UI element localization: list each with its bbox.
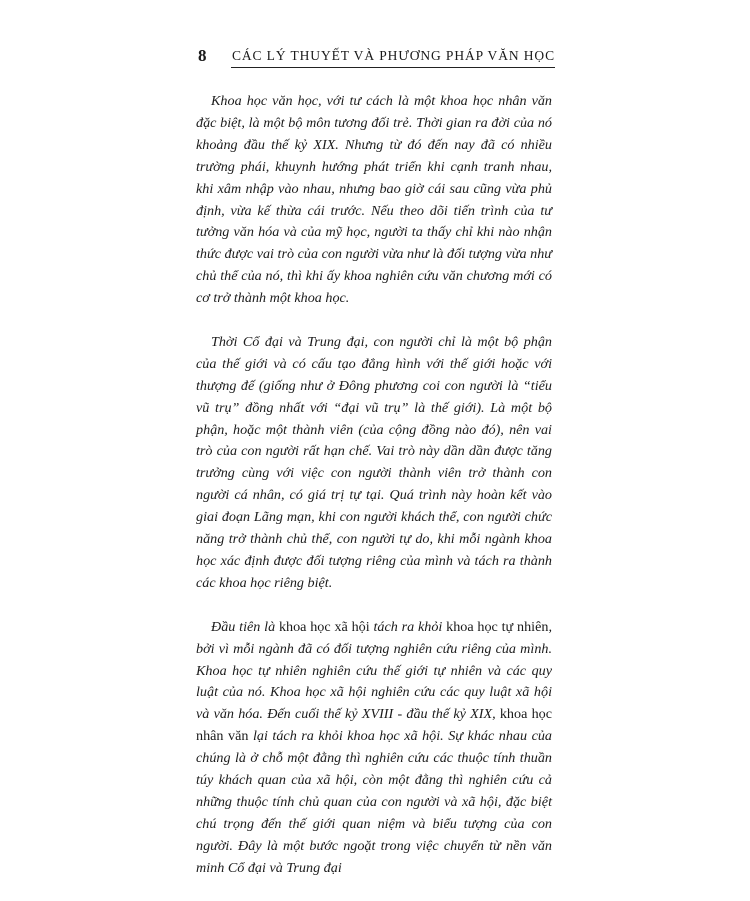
header-rule — [231, 67, 555, 68]
term-social-science: khoa học xã hội — [278, 618, 374, 635]
body-text — [196, 91, 552, 901]
text-run: Đầu tiên là — [211, 618, 279, 635]
text-run: Khoa học văn học, với tư cách là một khoa học nhân văn đặc biệt, là một bộ môn tương đối trẻ. Thời gian ra đời của nó khoảng đầu thế kỷ XIX. Nhưng từ đó đến nay đã có nhiều trường phái, khuynh hướng phát triển khi cạnh tranh nhau, khi xâm nhập vào nhau, nhưng bao giờ cái sau cũng vừa phủ định, vừa kế thừa cái trước. Nếu theo dõi tiến trình của tư tưởng văn hóa và của mỹ học, người ta thấy chỉ khi nào nhận thức được vai trò của con người vừa như là đối tượng vừa như chủ thể của nó, thì khi ấy khoa nghiên cứu văn chương mới có cơ trở thành một khoa học. — [196, 93, 552, 307]
term-humanities: khoa học nhân văn — [196, 706, 552, 745]
paragraph-3 — [196, 617, 552, 880]
running-title: CÁC LÝ THUYẾT VÀ PHƯƠNG PHÁP VĂN HỌC — [231, 48, 555, 63]
paragraph-1 — [196, 91, 552, 310]
text-run: tách ra khỏi — [373, 618, 447, 635]
paragraph-2 — [196, 332, 552, 595]
term-natural-science: khoa học tự nhiên — [446, 618, 549, 635]
page-number: 8 — [198, 46, 207, 65]
running-header — [185, 40, 555, 68]
text-run: Thời Cổ đại và Trung đại, con người chỉ là một bộ phận của thế giới và có cấu tạo đẳng hình với thế giới hoặc với thượng đế (giống như ở Đông phương coi con người là “tiểu vũ trụ” đồng nhất với “đại vũ trụ” là thế giới). Là một bộ phận, hoặc một thành viên (của cộng đồng nào đó), nên vai trò của con người rất hạn chế. Vai trò này dần dần được tăng trưởng cùng với việc con người thành viên trở thành con người cá nhân, có giá trị tự tại. Quá trình này hoàn kết vào giai đoạn Lãng mạn, khi con người khách thể, con người chức năng trở thành chủ thể, con người tự do, khi mỗi ngành khoa học xác định được đối tượng riêng của mình và tách ra thành các khoa học riêng biệt. — [196, 333, 552, 591]
text-run: lại tách ra khỏi khoa học xã hội. Sự khác nhau của chúng là ở chỗ một đằng thì nghiên cứu các thuộc tính thuần túy khách quan của xã hội, còn một đằng thì nghiên cứu cả những thuộc tính chủ quan của con người và xã hội, đặc biệt chú trọng đến thế giới quan niệm và biểu tượng của con người. Đây là một bước ngoặt trong việc chuyển từ nền văn minh Cổ đại và Trung đại — [196, 728, 552, 876]
text-run: , bởi vì mỗi ngành đã có đối tượng nghiên cứu riêng của mình. Khoa học tự nhiên nghiên cứu thế giới tự nhiên và các quy luật của nó. Khoa học xã hội nghiên cứu các quy luật xã hội và văn hóa. Đến cuối thế kỷ XVIII - đầu thế kỷ XIX, — [196, 618, 552, 723]
